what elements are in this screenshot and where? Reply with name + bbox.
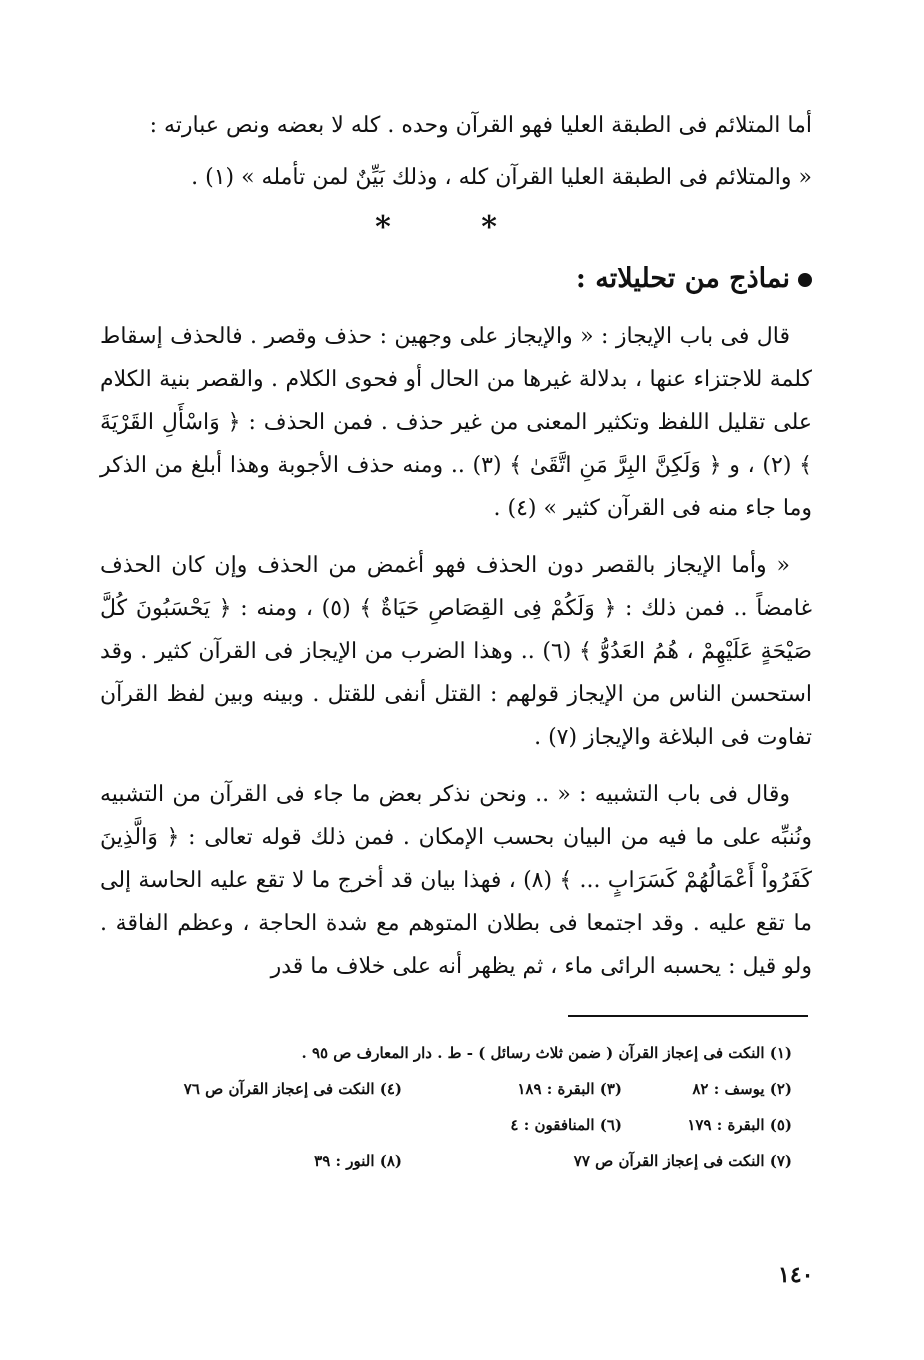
footnote-5: (٥) البقرة : ١٧٩ bbox=[687, 1116, 792, 1134]
footnote-3: (٣) البقرة : ١٨٩ bbox=[517, 1080, 622, 1098]
footnote-7: (٧) النكت فى إعجاز القرآن ص ٧٧ bbox=[573, 1152, 792, 1170]
footnote-2: (٢) يوسف : ٨٢ bbox=[692, 1080, 792, 1098]
footnote-row-1 bbox=[100, 1042, 792, 1064]
page-number: ١٤٠ bbox=[778, 1262, 814, 1288]
footnote-4: (٤) النكت فى إعجاز القرآن ص ٧٦ bbox=[183, 1080, 402, 1098]
footnote-8: (٨) النور : ٣٩ bbox=[314, 1152, 402, 1170]
section-heading bbox=[100, 255, 812, 303]
intro-line-1: أما المتلائم فى الطبقة العليا فهو القرآن وحده . كله لا بعضه ونص عبارته : bbox=[149, 113, 812, 138]
footnote-row-4 bbox=[100, 1150, 792, 1172]
footnote-row-3 bbox=[100, 1114, 792, 1136]
page-body bbox=[100, 100, 812, 1002]
section-heading-text: نماذج من تحليلاته : bbox=[575, 263, 790, 294]
paragraph-qasr: « وأما الإيجاز بالقصر دون الحذف فهو أغمض من الحذف وإن كان الحذف غامضاً .. فمن ذلك : ﴿ وَلَكُمْ فِى القِصَاصِ حَيَاةٌ ﴾ (٥) ، ومنه : ﴿ يَحْسَبُونَ كُلَّ صَيْحَةٍ عَلَيْهِمْ ، هُمُ العَدُوُّ ﴾ (٦) .. وهذا الضرب من الإيجاز فى القرآن كثير . وقد استحسن الناس من الإيجاز قولهم : القتل أنفى للقتل . وبينه وبين لفظ القرآن تفاوت فى البلاغة والإيجاز (٧) . bbox=[100, 553, 812, 750]
paragraph-ijaz: قال فى باب الإيجاز : « والإيجاز على وجهين : حذف وقصر . فالحذف إسقاط كلمة للاجتزاء عنها ، بدلالة غيرها من الحال أو فحوى الكلام . والقصر بنية الكلام على تقليل اللفظ وتكثير المعنى من غير حذف . فمن الحذف : ﴿ وَاسْأَلِ القَرْيَةَ ﴾ (٢) ، و ﴿ وَلَكِنَّ البِرَّ مَنِ اتَّقَىٰ ﴾ (٣) .. ومنه حذف الأجوبة وهذا أبلغ من الذكر وما جاء منه فى القرآن كثير » (٤) . bbox=[100, 324, 812, 521]
footnote-row-2 bbox=[100, 1078, 792, 1100]
intro-block bbox=[100, 100, 812, 204]
footnote-1: (١) النكت فى إعجاز القرآن ( ضمن ثلاث رسائل ) - ط . دار المعارف ص ٩٥ . bbox=[301, 1044, 792, 1062]
footnote-divider bbox=[568, 1015, 808, 1017]
footnote-6: (٦) المنافقون : ٤ bbox=[510, 1116, 622, 1134]
section-separator: * * bbox=[375, 210, 537, 245]
bullet-icon bbox=[798, 273, 812, 287]
paragraph-tashbih: وقال فى باب التشبيه : « .. ونحن نذكر بعض ما جاء فى القرآن من التشبيه ونُنبِّه على ما فيه من البيان بحسب الإمكان . فمن ذلك قوله تعالى : ﴿ وَالَّذِينَ كَفَرُواْ أَعْمَالُهُمْ كَسَرَابٍ ... ﴾ (٨) ، فهذا بيان قد أخرج ما لا تقع عليه الحاسة إلى ما تقع عليه . وقد اجتمعا فى بطلان المتوهم مع شدة الحاجة ، وعظم الفاقة . ولو قيل : يحسبه الرائى ماء ، ثم يظهر أنه على خلاف ما قدر bbox=[100, 782, 812, 979]
footnotes bbox=[100, 1042, 792, 1186]
intro-line-2: « والمتلائم فى الطبقة العليا القرآن كله ، وذلك بَيِّنٌ لمن تأمله » (١) . bbox=[191, 165, 812, 190]
